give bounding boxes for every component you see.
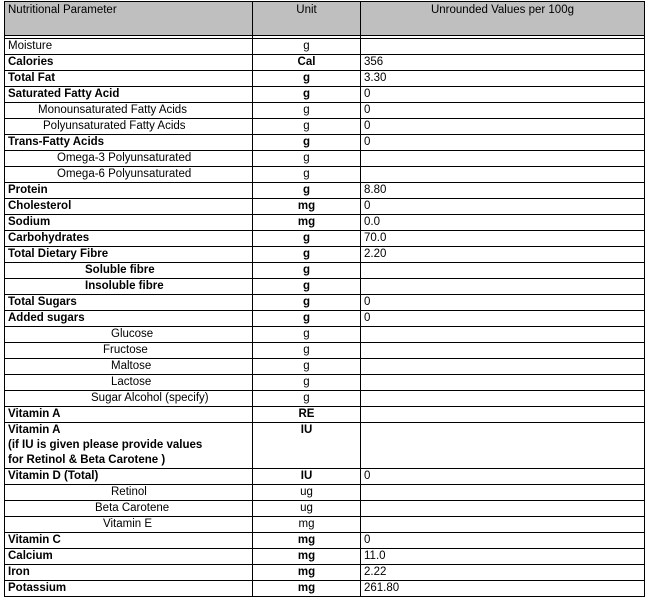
param-name: Glucose (5, 327, 253, 343)
param-name: Protein (5, 183, 253, 199)
param-unit: ug (253, 485, 361, 501)
param-value: 70.0 (361, 231, 645, 247)
param-value: 0 (361, 87, 645, 103)
header-row (5, 2, 645, 36)
nutrition-table (4, 1, 645, 597)
table-row (5, 407, 645, 423)
table-row (5, 231, 645, 247)
param-value (361, 423, 645, 469)
table-row (5, 565, 645, 581)
table-row (5, 295, 645, 311)
param-value (361, 39, 645, 55)
param-value (361, 359, 645, 375)
param-unit: mg (253, 215, 361, 231)
param-value: 0 (361, 199, 645, 215)
param-name: Omega-6 Polyunsaturated (5, 167, 253, 183)
table-row (5, 279, 645, 295)
table-row (5, 119, 645, 135)
param-value: 0.0 (361, 215, 645, 231)
param-value: 8.80 (361, 183, 645, 199)
nutrition-sheet (4, 1, 645, 597)
param-unit: g (253, 327, 361, 343)
table-row (5, 215, 645, 231)
param-name: Fructose (5, 343, 253, 359)
param-name: Carbohydrates (5, 231, 253, 247)
param-unit: mg (253, 581, 361, 597)
param-unit: g (253, 231, 361, 247)
param-value: 0 (361, 311, 645, 327)
table-row (5, 533, 645, 549)
param-value (361, 327, 645, 343)
table-row (5, 485, 645, 501)
param-unit: IU (253, 469, 361, 485)
header-param: Nutritional Parameter (5, 2, 253, 36)
param-value (361, 391, 645, 407)
param-name: Total Dietary Fibre (5, 247, 253, 263)
param-name: Potassium (5, 581, 253, 597)
table-row (5, 391, 645, 407)
table-row (5, 327, 645, 343)
param-name: Insoluble fibre (5, 279, 253, 295)
param-unit: g (253, 247, 361, 263)
header-unit: Unit (253, 2, 361, 36)
table-row (5, 359, 645, 375)
param-unit: g (253, 295, 361, 311)
param-name: Monounsaturated Fatty Acids (5, 103, 253, 119)
param-name: Vitamin A (5, 407, 253, 423)
param-unit: mg (253, 533, 361, 549)
table-row (5, 581, 645, 597)
param-name: Beta Carotene (5, 501, 253, 517)
table-row (5, 71, 645, 87)
header-value: Unrounded Values per 100g (361, 2, 645, 36)
param-name: Moisture (5, 39, 253, 55)
param-value: 2.22 (361, 565, 645, 581)
param-value: 0 (361, 135, 645, 151)
param-name: Soluble fibre (5, 263, 253, 279)
param-value (361, 407, 645, 423)
param-value: 11.0 (361, 549, 645, 565)
table-row (5, 39, 645, 55)
param-unit: g (253, 343, 361, 359)
param-value: 0 (361, 533, 645, 549)
table-row (5, 167, 645, 183)
param-value (361, 167, 645, 183)
param-value: 2.20 (361, 247, 645, 263)
param-unit: g (253, 279, 361, 295)
table-row (5, 263, 645, 279)
param-name: Sodium (5, 215, 253, 231)
param-name: Calories (5, 55, 253, 71)
param-unit: g (253, 359, 361, 375)
param-value: 356 (361, 55, 645, 71)
param-name: Cholesterol (5, 199, 253, 215)
param-unit: g (253, 71, 361, 87)
param-unit: g (253, 167, 361, 183)
table-row (5, 375, 645, 391)
param-name: Saturated Fatty Acid (5, 87, 253, 103)
table-row (5, 87, 645, 103)
param-unit: IU (253, 423, 361, 469)
table-row (5, 469, 645, 485)
param-value: 0 (361, 119, 645, 135)
param-unit: g (253, 151, 361, 167)
param-name: Trans-Fatty Acids (5, 135, 253, 151)
table-row (5, 501, 645, 517)
param-unit: g (253, 375, 361, 391)
param-name: Omega-3 Polyunsaturated (5, 151, 253, 167)
param-name: Vitamin A (if IU is given please provide values for Retinol & Beta Carotene ) (5, 423, 253, 469)
param-name: Iron (5, 565, 253, 581)
param-unit: g (253, 119, 361, 135)
param-value (361, 501, 645, 517)
param-unit: mg (253, 565, 361, 581)
table-row (5, 343, 645, 359)
param-name: Calcium (5, 549, 253, 565)
table-row (5, 55, 645, 71)
param-unit: ug (253, 501, 361, 517)
param-value (361, 279, 645, 295)
param-name: Vitamin E (5, 517, 253, 533)
param-value (361, 485, 645, 501)
param-unit: g (253, 263, 361, 279)
param-value (361, 263, 645, 279)
param-name: Added sugars (5, 311, 253, 327)
table-row (5, 103, 645, 119)
param-name: Total Fat (5, 71, 253, 87)
param-value: 0 (361, 469, 645, 485)
table-row (5, 423, 645, 469)
param-name: Sugar Alcohol (specify) (5, 391, 253, 407)
param-name: Total Sugars (5, 295, 253, 311)
param-value (361, 517, 645, 533)
param-unit: g (253, 391, 361, 407)
param-value (361, 375, 645, 391)
param-unit: g (253, 87, 361, 103)
param-value (361, 343, 645, 359)
param-unit: Cal (253, 55, 361, 71)
table-row (5, 247, 645, 263)
param-unit: mg (253, 549, 361, 565)
param-unit: g (253, 311, 361, 327)
param-unit: mg (253, 199, 361, 215)
param-name: Vitamin D (Total) (5, 469, 253, 485)
table-row (5, 135, 645, 151)
table-row (5, 183, 645, 199)
table-row (5, 151, 645, 167)
param-value: 261.80 (361, 581, 645, 597)
param-unit: g (253, 135, 361, 151)
param-unit: g (253, 183, 361, 199)
param-unit: mg (253, 517, 361, 533)
param-value (361, 151, 645, 167)
param-value: 0 (361, 295, 645, 311)
table-row (5, 199, 645, 215)
table-row (5, 549, 645, 565)
param-name: Maltose (5, 359, 253, 375)
param-name: Vitamin C (5, 533, 253, 549)
param-name: Polyunsaturated Fatty Acids (5, 119, 253, 135)
param-unit: g (253, 103, 361, 119)
param-name: Retinol (5, 485, 253, 501)
param-unit: g (253, 39, 361, 55)
param-value: 0 (361, 103, 645, 119)
param-value: 3.30 (361, 71, 645, 87)
param-unit: RE (253, 407, 361, 423)
table-row (5, 311, 645, 327)
table-row (5, 517, 645, 533)
param-name: Lactose (5, 375, 253, 391)
